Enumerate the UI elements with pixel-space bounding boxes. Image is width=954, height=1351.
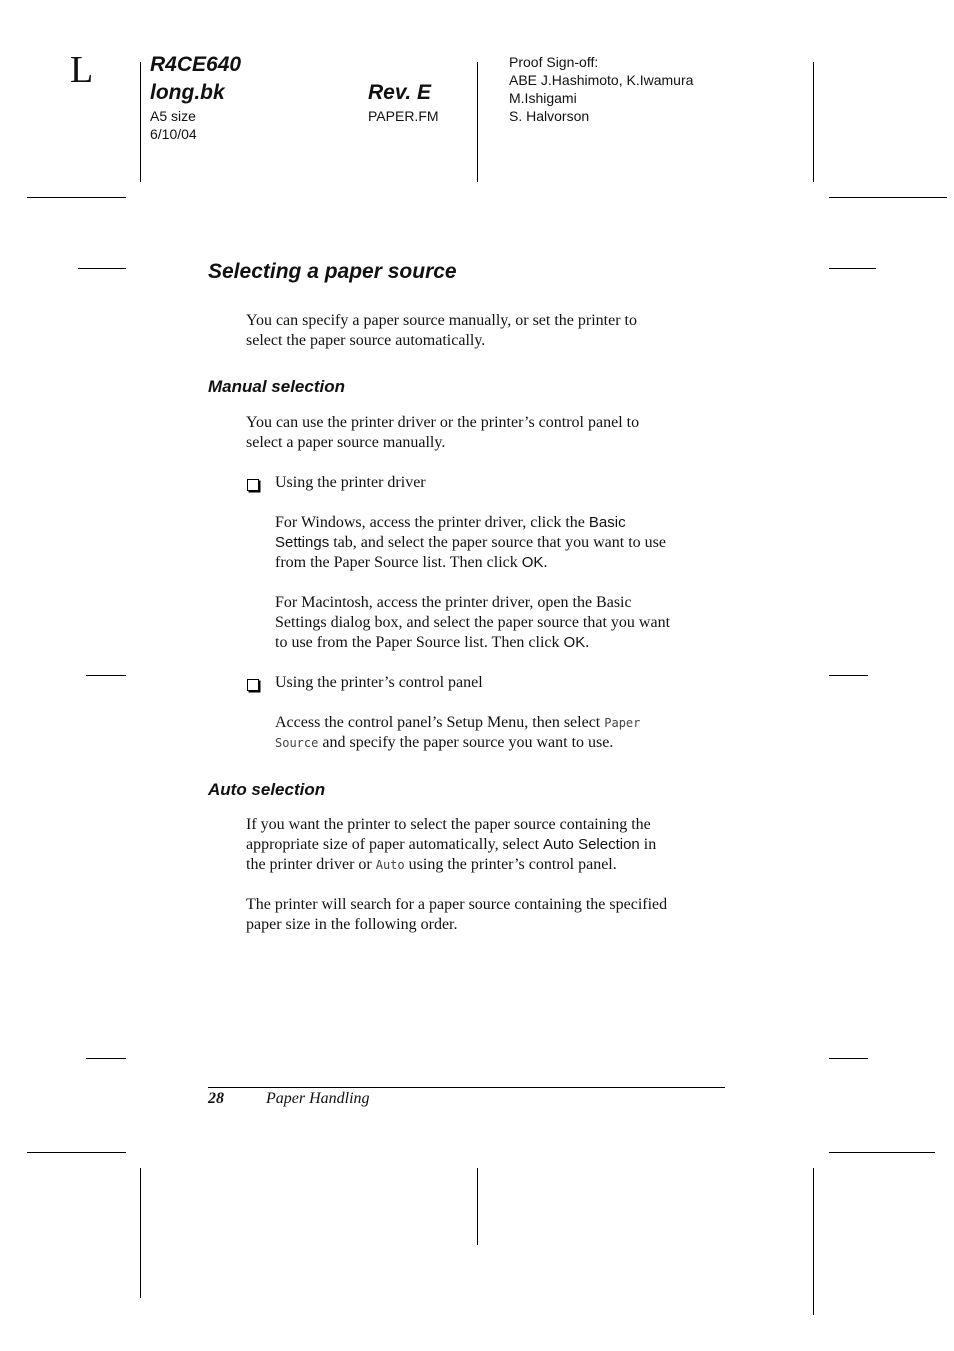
windows-instructions: [275, 513, 666, 573]
crop-mark: [140, 62, 141, 182]
macintosh-instructions: [275, 593, 670, 653]
crop-mark: [140, 1168, 141, 1298]
text-line: from the Paper Source list. Then click OK.: [275, 554, 548, 571]
proof-names: M.Ishigami: [509, 90, 577, 106]
manual-paragraph: [246, 413, 639, 453]
text-line: the printer driver or Auto using the printer’s control panel.: [246, 856, 617, 873]
side-mark: L: [70, 49, 94, 91]
text-line: appropriate size of paper automatically, select Auto Selection in: [246, 836, 657, 853]
auto-paragraph-1: [246, 815, 656, 875]
page-title: Selecting a paper source: [208, 260, 457, 283]
size-label: A5 size: [150, 108, 196, 124]
proof-signoff-block: [509, 53, 693, 125]
ok-ref: OK: [563, 634, 586, 651]
date-label: 6/10/04: [150, 126, 197, 142]
proof-names: S. Halvorson: [509, 108, 590, 124]
checkbox-bullet: [247, 678, 259, 696]
lcd-text: Paper: [604, 716, 641, 730]
basic-settings-ref: Basic: [588, 514, 626, 531]
manual-selection-heading: Manual selection: [208, 377, 345, 396]
proof-title: Proof Sign-off:: [509, 54, 599, 70]
file-label: PAPER.FM: [368, 108, 439, 124]
text-line: select a paper source manually.: [246, 434, 446, 451]
auto-paragraph-2: [246, 895, 667, 935]
text-line: to use from the Paper Source list. Then click OK.: [275, 634, 590, 651]
crop-mark: [829, 1058, 868, 1059]
ok-ref: OK: [521, 554, 544, 571]
text-line: select the paper source automatically.: [246, 332, 486, 349]
footer-section: Paper Handling: [266, 1090, 370, 1107]
header-mid-block: [368, 79, 439, 125]
text-line: The printer will search for a paper source containing the specified: [246, 896, 668, 913]
model-label: R4CE640: [150, 53, 242, 76]
crop-mark: [829, 1152, 935, 1153]
auto-selection-ref: Auto Selection: [543, 836, 640, 853]
basic-settings-ref: Settings: [275, 534, 330, 551]
text-line: Settings tab, and select the paper source that you want to use: [275, 534, 666, 551]
text-line: You can use the printer driver or the printer’s control panel to: [246, 414, 640, 431]
text-line: For Windows, access the printer driver, click the Basic: [275, 514, 626, 531]
text-line: paper size in the following order.: [246, 916, 458, 933]
page-number: 28: [208, 1090, 224, 1107]
crop-mark: [477, 1168, 478, 1245]
text-line: For Macintosh, access the printer driver, open the Basic: [275, 594, 632, 611]
book-label: long.bk: [150, 81, 225, 104]
proof-names: ABE J.Hashimoto, K.Iwamura: [509, 72, 694, 88]
footer-rule: [208, 1087, 725, 1088]
crop-mark: [813, 62, 814, 182]
revision-label: Rev. E: [368, 81, 432, 104]
text-line: Source and specify the paper source you want to use.: [275, 734, 614, 751]
header-left-block: [150, 51, 241, 143]
text-line: If you want the printer to select the paper source containing the: [246, 816, 651, 833]
crop-mark: [477, 62, 478, 182]
intro-paragraph: [246, 311, 637, 351]
control-panel-instructions: [275, 713, 640, 753]
crop-mark: [86, 675, 126, 676]
lcd-text: Auto: [375, 858, 405, 872]
crop-mark: [27, 1152, 126, 1153]
auto-selection-heading: Auto selection: [208, 780, 326, 799]
crop-mark: [829, 197, 947, 198]
crop-mark: [829, 675, 868, 676]
crop-mark: [813, 1168, 814, 1315]
bullet-control-panel: Using the printer’s control panel: [275, 674, 483, 691]
crop-mark: [86, 1058, 126, 1059]
crop-mark: [829, 268, 876, 269]
crop-mark: [27, 197, 126, 198]
lcd-text: Source: [275, 736, 319, 750]
text-line: You can specify a paper source manually, or set the printer to: [246, 312, 637, 329]
crop-mark: [78, 268, 126, 269]
text-line: Settings dialog box, and select the paper source that you want: [275, 614, 671, 631]
checkbox-bullet: [247, 478, 259, 496]
bullet-printer-driver: Using the printer driver: [275, 474, 426, 491]
text-line: Access the control panel’s Setup Menu, then select Paper: [275, 714, 641, 731]
